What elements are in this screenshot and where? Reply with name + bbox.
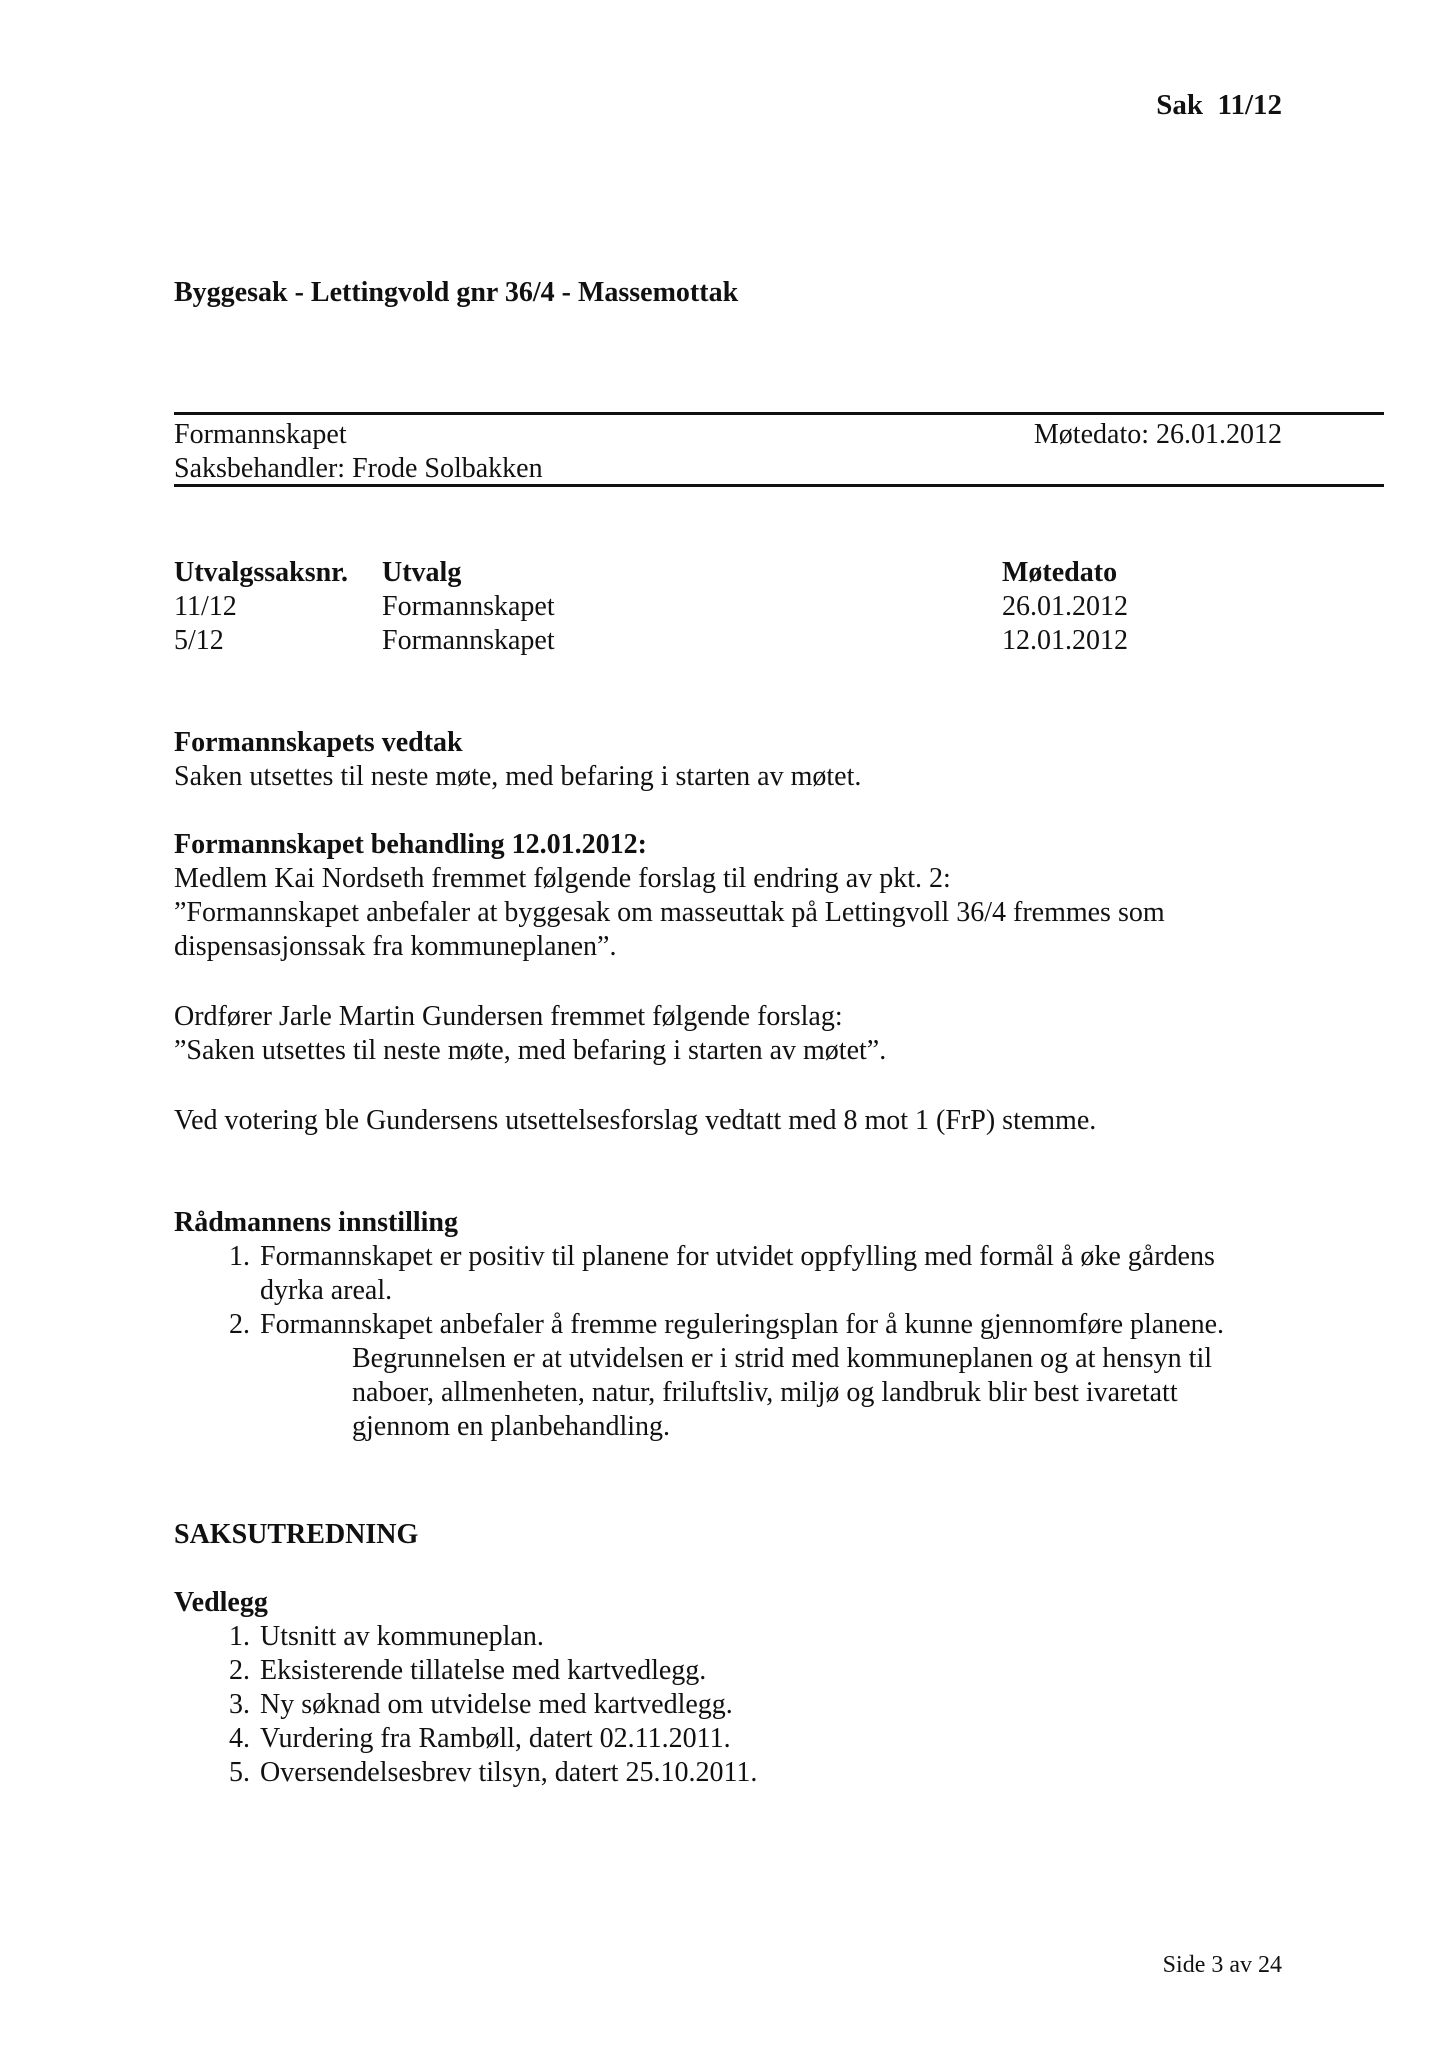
- text-line: dispensasjonssak fra kommuneplanen”.: [174, 931, 617, 962]
- text-line: ”Formannskapet anbefaler at byggesak om masseuttak på Lettingvoll 36/4 fremmes som: [174, 897, 1165, 928]
- table-cell-meeting-date: 12.01.2012: [1002, 625, 1128, 656]
- list-item: [174, 1240, 1224, 1308]
- text-line: gjennom en planbehandling.: [352, 1411, 671, 1442]
- attachment-text: Ny søknad om utvidelse med kartvedlegg.: [260, 1689, 733, 1720]
- proposal-paragraph: [174, 1000, 886, 1068]
- list-number: 5.: [229, 1757, 250, 1788]
- attachments-heading: Vedlegg: [174, 1587, 268, 1618]
- list-item: [174, 1688, 757, 1722]
- list-number: 1.: [229, 1241, 250, 1272]
- text-line: ”Saken utsettes til neste møte, med befaring i starten av møtet”.: [174, 1035, 887, 1066]
- attachment-text: Eksisterende tillatelse med kartvedlegg.: [260, 1655, 707, 1686]
- text-line: Formannskapet er positiv til planene for utvidet oppfylling med formål å øke gårdens: [260, 1241, 1215, 1272]
- decision-text: Saken utsettes til neste møte, med befaring i starten av møtet.: [174, 761, 862, 792]
- top-rule: [174, 412, 1384, 415]
- investigation-heading: SAKSUTREDNING: [174, 1519, 419, 1550]
- list-item: [174, 1308, 1224, 1342]
- table-cell-case-number: 11/12: [174, 591, 237, 622]
- treatment-paragraph: [174, 862, 1165, 964]
- decision-heading: Formannskapets vedtak: [174, 727, 463, 758]
- table-cell-committee: Formannskapet: [382, 625, 555, 656]
- text-line: Begrunnelsen er at utvidelsen er i strid med kommuneplanen og at hensyn til: [352, 1343, 1213, 1374]
- committee-name: Formannskapet: [174, 419, 347, 450]
- list-item: [174, 1756, 757, 1790]
- case-reference: Sak 11/12: [1156, 89, 1282, 121]
- list-number: 3.: [229, 1689, 250, 1720]
- table-header-committee: Utvalg: [382, 557, 462, 588]
- attachment-text: Vurdering fra Rambøll, datert 02.11.2011.: [260, 1723, 731, 1754]
- list-number: 2.: [229, 1655, 250, 1686]
- table-cell-committee: Formannskapet: [382, 591, 555, 622]
- recommendation-heading: Rådmannens innstilling: [174, 1207, 458, 1238]
- list-item: [174, 1722, 757, 1756]
- text-line: naboer, allmenheten, natur, friluftsliv, miljø og landbruk blir best ivaretatt: [352, 1377, 1178, 1408]
- table-cell-meeting-date: 26.01.2012: [1002, 591, 1128, 622]
- table-header-case-number: Utvalgssaksnr.: [174, 557, 349, 588]
- table-header-meeting-date: Møtedato: [1002, 557, 1118, 588]
- case-officer: Saksbehandler: Frode Solbakken: [174, 453, 543, 484]
- text-line: Medlem Kai Nordseth fremmet følgende forslag til endring av pkt. 2:: [174, 863, 951, 894]
- treatment-heading: Formannskapet behandling 12.01.2012:: [174, 829, 647, 860]
- attachment-text: Oversendelsesbrev tilsyn, datert 25.10.2011.: [260, 1757, 758, 1788]
- text-line: Formannskapet anbefaler å fremme reguleringsplan for å kunne gjennomføre planene.: [260, 1309, 1225, 1340]
- list-number: 1.: [229, 1621, 250, 1652]
- list-item: [174, 1654, 757, 1688]
- page-number: Side 3 av 24: [1162, 1952, 1282, 1978]
- attachments-list: [174, 1620, 757, 1790]
- table-cell-case-number: 5/12: [174, 625, 224, 656]
- meeting-date: Møtedato: 26.01.2012: [1033, 419, 1282, 450]
- bottom-rule: [174, 484, 1384, 487]
- document-title: Byggesak - Lettingvold gnr 36/4 - Massemottak: [174, 277, 739, 308]
- text-line: Ordfører Jarle Martin Gundersen fremmet følgende forslag:: [174, 1001, 843, 1032]
- text-line: dyrka areal.: [260, 1275, 393, 1306]
- list-number: 4.: [229, 1723, 250, 1754]
- list-number: 2.: [229, 1309, 250, 1340]
- recommendation-list: [174, 1240, 1224, 1342]
- vote-result: Ved votering ble Gundersens utsettelsesforslag vedtatt med 8 mot 1 (FrP) stemme.: [174, 1105, 1097, 1136]
- attachment-text: Utsnitt av kommuneplan.: [260, 1621, 544, 1652]
- recommendation-justification: [352, 1342, 1212, 1444]
- list-item: [174, 1620, 757, 1654]
